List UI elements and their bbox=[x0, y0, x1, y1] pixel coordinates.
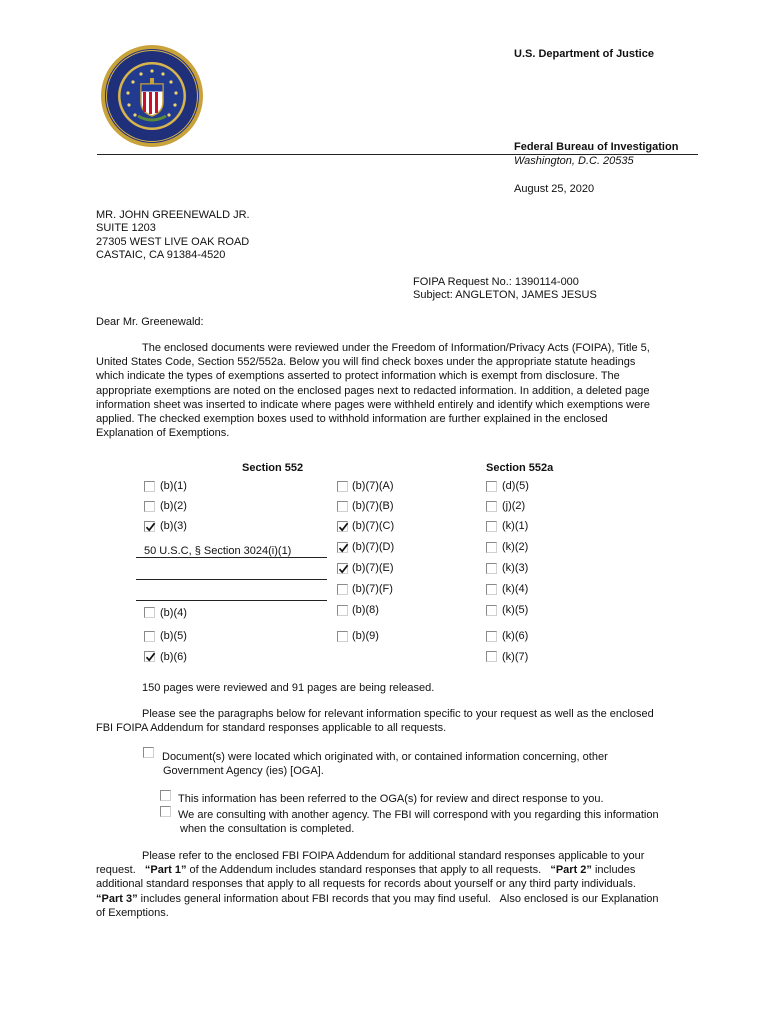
label-b7d: (b)(7)(D) bbox=[352, 541, 395, 553]
label-k2: (k)(2) bbox=[502, 541, 529, 553]
intro-line: information sheet was inserted to indicate where pages were withheld entirely and identify which exemptions were bbox=[96, 398, 650, 411]
checkbox-b8[interactable] bbox=[337, 605, 348, 616]
label-b7b: (b)(7)(B) bbox=[352, 500, 394, 512]
label-b1: (b)(1) bbox=[160, 480, 187, 492]
bureau-name: Federal Bureau of Investigation bbox=[514, 141, 679, 153]
statute-line-2 bbox=[136, 579, 327, 580]
intro-line: applied. The checked exemption boxes used to withhold information are further explained in the enclosed bbox=[96, 413, 608, 426]
label-j2: (j)(2) bbox=[502, 500, 526, 512]
checkbox-k1[interactable] bbox=[486, 521, 497, 532]
intro-line: United States Code, Section 552/552a. Below you will find check boxes under the appropriate statute headings bbox=[96, 356, 636, 369]
intro-paragraph bbox=[96, 341, 650, 440]
salutation: Dear Mr. Greenewald: bbox=[96, 316, 204, 328]
checkbox-k6[interactable] bbox=[486, 631, 497, 642]
checkbox-b7c[interactable] bbox=[337, 521, 348, 532]
pages-summary: 150 pages were reviewed and 91 pages are being released. bbox=[142, 682, 435, 694]
intro-line: appropriate exemptions are noted on the enclosed pages next to redacted information. In addition, a deleted page bbox=[96, 384, 650, 397]
checkbox-b4[interactable] bbox=[144, 607, 155, 618]
label-k6: (k)(6) bbox=[502, 630, 529, 642]
checkbox-b7f[interactable] bbox=[337, 584, 348, 595]
request-number: FOIPA Request No.: 1390114-000 bbox=[413, 276, 579, 288]
checkmark-icon bbox=[338, 543, 349, 554]
addendum-line: Please see the paragraphs below for relevant information specific to your request as well as the enclosed bbox=[142, 708, 654, 720]
oga-consulting-line-1: We are consulting with another agency. The FBI will correspond with you regarding this information bbox=[178, 809, 659, 821]
department-name: U.S. Department of Justice bbox=[514, 48, 654, 60]
closing-line bbox=[96, 892, 659, 906]
closing-paragraph bbox=[96, 849, 659, 920]
intro-line: The enclosed documents were reviewed under the Freedom of Information/Privacy Acts (FOIPA), Title 5, bbox=[142, 342, 650, 354]
closing-text: request. bbox=[96, 864, 145, 877]
checkbox-j2[interactable] bbox=[486, 501, 497, 512]
label-d5: (d)(5) bbox=[502, 480, 529, 492]
label-b9: (b)(9) bbox=[352, 630, 379, 642]
statute-line-1 bbox=[136, 557, 327, 558]
checkbox-b7e[interactable] bbox=[337, 563, 348, 574]
checkbox-k3[interactable] bbox=[486, 563, 497, 574]
part-1-label: “Part 1” bbox=[144, 864, 187, 877]
label-b7f: (b)(7)(F) bbox=[352, 583, 393, 595]
addendum-paragraph bbox=[96, 707, 654, 735]
label-k7: (k)(7) bbox=[502, 651, 529, 663]
oga-consulting-line-2: when the consultation is completed. bbox=[180, 823, 355, 835]
closing-line bbox=[96, 863, 659, 877]
checkbox-b2[interactable] bbox=[144, 501, 155, 512]
label-b7a: (b)(7)(A) bbox=[352, 480, 394, 492]
checkbox-k4[interactable] bbox=[486, 584, 497, 595]
label-b3: (b)(3) bbox=[160, 520, 187, 532]
checkbox-b3[interactable] bbox=[144, 521, 155, 532]
oga-documents-line-1: Document(s) were located which originated with, or contained information concerning, other bbox=[162, 751, 608, 763]
bureau-location: Washington, D.C. 20535 bbox=[514, 155, 634, 167]
checkbox-b7b[interactable] bbox=[337, 501, 348, 512]
part-2-label: “Part 2” bbox=[550, 864, 592, 877]
checkbox-k5[interactable] bbox=[486, 605, 497, 616]
checkbox-oga-referred[interactable] bbox=[160, 790, 171, 801]
intro-line: which indicate the types of exemptions asserted to protect information which is exempt from disclosure. The bbox=[96, 370, 620, 383]
label-b7c: (b)(7)(C) bbox=[352, 520, 395, 532]
checkbox-b5[interactable] bbox=[144, 631, 155, 642]
checkbox-k7[interactable] bbox=[486, 651, 497, 662]
checkbox-k2[interactable] bbox=[486, 542, 497, 553]
label-b2: (b)(2) bbox=[160, 500, 187, 512]
label-k5: (k)(5) bbox=[502, 604, 529, 616]
letter-date: August 25, 2020 bbox=[514, 183, 595, 195]
recipient-city: CASTAIC, CA 91384-4520 bbox=[96, 249, 226, 261]
addendum-line: FBI FOIPA Addendum for standard responses applicable to all requests. bbox=[96, 722, 447, 735]
closing-line: Please refer to the enclosed FBI FOIPA Addendum for additional standard responses applicable to your bbox=[142, 850, 645, 862]
closing-text: includes bbox=[591, 864, 636, 877]
label-b4: (b)(4) bbox=[160, 607, 187, 619]
section-552-heading: Section 552 bbox=[242, 462, 304, 474]
checkbox-b7d[interactable] bbox=[337, 542, 348, 553]
intro-line: Explanation of Exemptions. bbox=[96, 427, 230, 440]
checkbox-d5[interactable] bbox=[486, 481, 497, 492]
checkbox-b1[interactable] bbox=[144, 481, 155, 492]
request-subject: Subject: ANGLETON, JAMES JESUS bbox=[413, 289, 597, 301]
label-b6: (b)(6) bbox=[160, 651, 187, 663]
recipient-street: 27305 WEST LIVE OAK ROAD bbox=[96, 236, 250, 248]
section-552a-heading: Section 552a bbox=[486, 462, 554, 474]
label-b5: (b)(5) bbox=[160, 630, 187, 642]
label-k3: (k)(3) bbox=[502, 562, 529, 574]
checkmark-icon bbox=[338, 564, 349, 575]
oga-referred-text: This information has been referred to the OGA(s) for review and direct response to you. bbox=[178, 793, 604, 805]
closing-line: of Exemptions. bbox=[96, 906, 169, 919]
closing-line: additional standard responses that apply to all requests for records about yourself or any third party individuals. bbox=[96, 878, 636, 891]
closing-text: includes general information about FBI records that you may find useful. Also enclosed is our Explanation bbox=[137, 892, 659, 905]
statute-citation: 50 U.S.C, § Section 3024(i)(1) bbox=[144, 545, 292, 557]
label-k4: (k)(4) bbox=[502, 583, 529, 595]
label-b7e: (b)(7)(E) bbox=[352, 562, 394, 574]
checkbox-oga-documents[interactable] bbox=[143, 747, 154, 758]
checkbox-b6[interactable] bbox=[144, 651, 155, 662]
oga-documents-line-2: Government Agency (ies) [OGA]. bbox=[163, 765, 324, 777]
checkmark-icon bbox=[145, 652, 156, 663]
checkmark-icon bbox=[145, 522, 156, 533]
label-k1: (k)(1) bbox=[502, 520, 529, 532]
label-b8: (b)(8) bbox=[352, 604, 379, 616]
checkmark-icon bbox=[338, 522, 349, 533]
recipient-name: MR. JOHN GREENEWALD JR. bbox=[96, 209, 250, 221]
recipient-suite: SUITE 1203 bbox=[96, 222, 156, 234]
checkbox-b7a[interactable] bbox=[337, 481, 348, 492]
statute-line-3 bbox=[136, 600, 327, 601]
checkbox-oga-consulting[interactable] bbox=[160, 806, 171, 817]
checkbox-b9[interactable] bbox=[337, 631, 348, 642]
closing-text: of the Addendum includes standard responses that apply to all requests. bbox=[186, 864, 551, 877]
part-3-label: “Part 3” bbox=[96, 892, 138, 905]
fbi-seal bbox=[100, 44, 204, 148]
